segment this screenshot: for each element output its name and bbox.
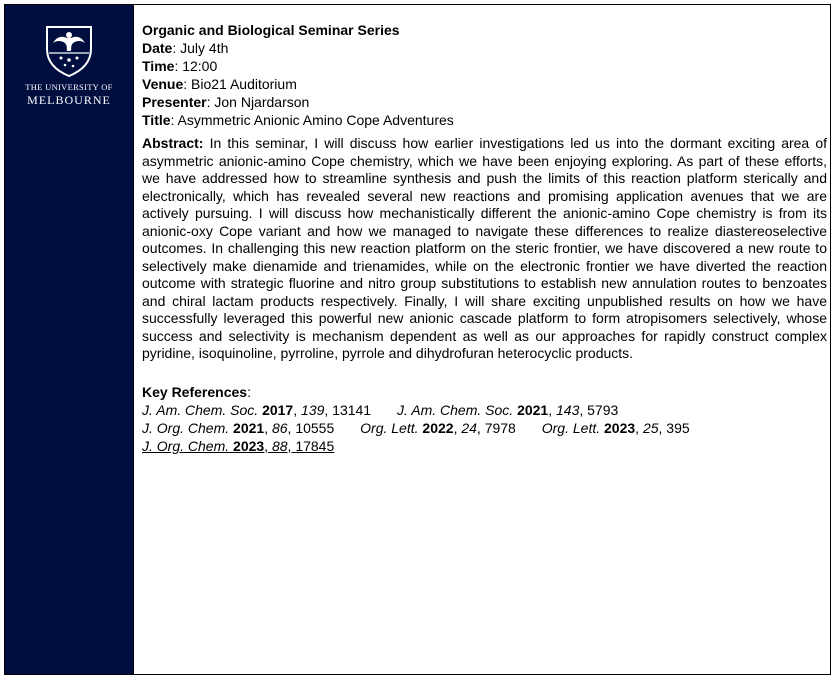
title-label: Title (142, 112, 171, 128)
reference-underlined: J. Org. Chem. 2023, 88, 17845 (142, 437, 335, 454)
reference: Org. Lett. 2022, 24, 7978 (360, 419, 516, 436)
seminar-flyer (4, 4, 831, 675)
reference: J. Am. Chem. Soc. 2021, 143, 5793 (396, 401, 619, 418)
ref-volume: 24 (461, 419, 477, 436)
abstract-text: In this seminar, I will discuss how earlier investigations led us into the dormant exciting area of asymmetric anionic-amino Cope chemistry, which we have been enjoying exploring. As part of these efforts, we have addressed how to streamline synthesis and push the limits of this reaction platform sterically and electronically, which has revealed several new reactions and promising application avenues that we are actively pursuing. I will discuss how mechanistically different the anionic-amino Cope chemistry is from its anionic-oxy Cope variant and how we managed to navigate these differences to realize diastereoselective outcomes. In challenging this new reaction platform on the steric frontier, we have discovered a new route to selectively make dienamide and trienamides, while on the electronic frontier we have diverted the reaction outcome with strategic fluorine and nitro group substitutions to establish new annulation routes to benzoates and chiral lactam products respectively. Finally, I will share exciting unpublished results on how we have successfully leveraged this powerful new anionic cascade platform to form atropisomers selectively, whose success and selectivity is mechanism dependent as well as our approaches for rapidly construct complex pyridine, isoquinoline, pyrroline, pyrrole and dihydrofuran heterocyclic products. (142, 135, 827, 361)
ref-volume: 88 (271, 437, 288, 454)
ref-journal: J. Am. Chem. Soc. (396, 401, 514, 418)
presenter-label: Presenter (142, 94, 207, 110)
seminar-details (142, 21, 827, 455)
venue-label: Venue (142, 76, 184, 92)
ref-journal: Org. Lett. (541, 419, 601, 436)
reference: Org. Lett. 2023, 25, 395 (541, 419, 690, 436)
ref-page: 395 (666, 419, 690, 436)
sidebar (5, 5, 134, 674)
reference: J. Am. Chem. Soc. 2017, 139, 13141 (142, 401, 372, 418)
ref-volume: 86 (271, 419, 288, 436)
title-row (142, 111, 827, 129)
time-value: : 12:00 (174, 58, 218, 74)
ref-volume: 139 (301, 401, 325, 418)
venue-value: : Bio21 Auditorium (183, 76, 297, 92)
ref-journal: Org. Lett. (360, 419, 419, 436)
logo-text-line2: MELBOURNE (27, 93, 111, 107)
ref-journal: J. Am. Chem. Soc. (142, 401, 259, 418)
ref-page: 10555 (295, 419, 335, 436)
venue-row (142, 75, 827, 93)
ref-page: 7978 (484, 419, 516, 436)
ref-page: 5793 (587, 401, 619, 418)
ref-year: 2017 (262, 401, 294, 418)
abstract-label: Abstract: (142, 135, 204, 151)
reference-row (142, 401, 827, 419)
ref-page: 13141 (332, 401, 372, 418)
time-row (142, 57, 827, 75)
key-references (142, 383, 827, 455)
ref-year: 2023 (604, 419, 636, 436)
presenter-row (142, 93, 827, 111)
references-colon: : (247, 383, 251, 400)
presenter-value: : Jon Njardarson (206, 94, 310, 110)
ref-journal: J. Org. Chem. (142, 419, 230, 436)
ref-volume: 25 (642, 419, 659, 436)
references-label: Key References (142, 383, 248, 400)
ref-volume: 143 (556, 401, 580, 418)
ref-year: 2022 (422, 419, 454, 436)
reference-row (142, 419, 827, 437)
time-label: Time (142, 58, 175, 74)
ref-journal: J. Org. Chem. (142, 437, 230, 454)
ref-page: 17845 (295, 437, 335, 454)
reference: J. Org. Chem. 2021, 86, 10555 (142, 419, 335, 436)
series-title: Organic and Biological Seminar Series (142, 22, 400, 38)
reference-row (142, 437, 827, 455)
crest-icon (39, 23, 99, 79)
title-value: : Asymmetric Anionic Amino Cope Adventures (170, 112, 454, 128)
ref-year: 2023 (233, 437, 265, 454)
date-value: : July 4th (172, 40, 229, 56)
ref-year: 2021 (517, 401, 549, 418)
university-logo (5, 23, 133, 108)
date-row (142, 39, 827, 57)
ref-year: 2021 (233, 419, 265, 436)
date-label: Date (142, 40, 173, 56)
logo-text-line1: THE UNIVERSITY OF (25, 82, 113, 92)
abstract (142, 135, 827, 363)
references-heading (142, 383, 827, 401)
